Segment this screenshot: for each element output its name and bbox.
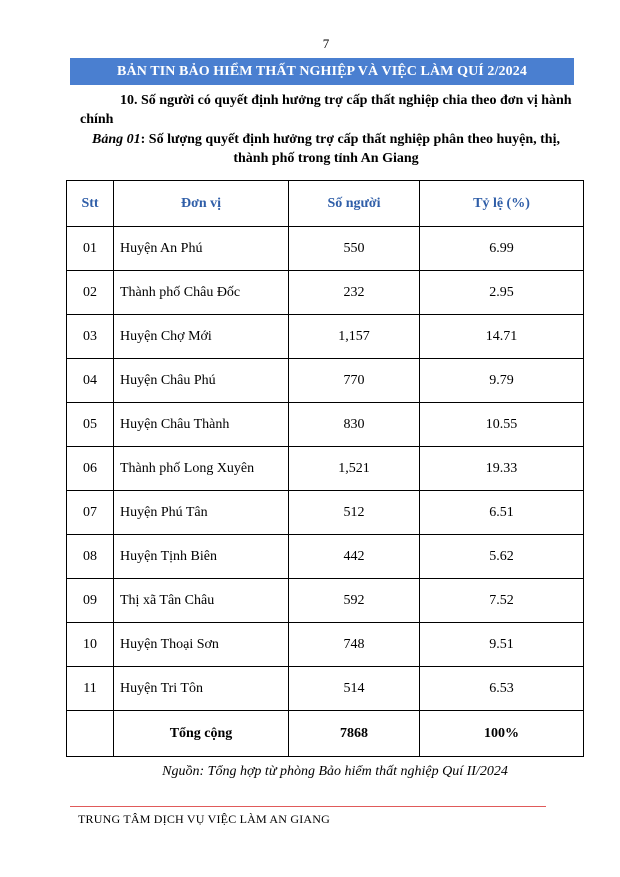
row-ratio: 7.52 <box>420 579 584 623</box>
table-row <box>67 403 584 447</box>
row-unit: Huyện Thoại Sơn <box>114 623 289 667</box>
row-count: 592 <box>289 579 420 623</box>
table-caption-text-2: thành phố trong tỉnh An Giang <box>233 151 419 166</box>
table-row <box>67 535 584 579</box>
row-count: 1,157 <box>289 315 420 359</box>
row-stt: 08 <box>67 535 114 579</box>
row-count: 550 <box>289 227 420 271</box>
row-stt: 02 <box>67 271 114 315</box>
row-unit: Huyện Chợ Mới <box>114 315 289 359</box>
row-ratio: 5.62 <box>420 535 584 579</box>
source-note: Nguồn: Tổng hợp từ phòng Bảo hiểm thất nghiệp Quí II/2024 <box>162 764 508 779</box>
row-ratio: 14.71 <box>420 315 584 359</box>
total-count: 7868 <box>289 711 420 757</box>
row-unit: Thị xã Tân Châu <box>114 579 289 623</box>
table-row <box>67 447 584 491</box>
row-stt: 06 <box>67 447 114 491</box>
table-row <box>67 667 584 711</box>
table-row <box>67 623 584 667</box>
row-ratio: 6.51 <box>420 491 584 535</box>
table-row <box>67 227 584 271</box>
page-number: 7 <box>322 36 330 51</box>
row-stt: 01 <box>67 227 114 271</box>
row-count: 512 <box>289 491 420 535</box>
header-count: Số người <box>289 181 420 227</box>
table-row <box>67 579 584 623</box>
row-unit: Huyện Tri Tôn <box>114 667 289 711</box>
row-stt: 04 <box>67 359 114 403</box>
row-count: 514 <box>289 667 420 711</box>
total-label: Tổng cộng <box>114 711 289 757</box>
row-stt: 10 <box>67 623 114 667</box>
newsletter-banner <box>70 58 574 85</box>
table-header-row <box>67 181 584 227</box>
row-unit: Huyện Châu Phú <box>114 359 289 403</box>
row-stt: 11 <box>67 667 114 711</box>
row-unit: Thành phố Long Xuyên <box>114 447 289 491</box>
header-ratio: Tỷ lệ (%) <box>420 181 584 227</box>
row-stt: 09 <box>67 579 114 623</box>
row-unit: Huyện Châu Thành <box>114 403 289 447</box>
banner-title: BẢN TIN BẢO HIỂM THẤT NGHIỆP VÀ VIỆC LÀM QUÍ 2/2024 <box>117 63 527 79</box>
section-heading-line-2: chính <box>80 112 114 127</box>
row-ratio: 10.55 <box>420 403 584 447</box>
header-stt: Stt <box>67 181 114 227</box>
row-ratio: 6.99 <box>420 227 584 271</box>
table-caption-label: Bảng 01 <box>92 132 141 147</box>
footer-divider <box>70 806 546 807</box>
unemployment-benefit-table <box>66 180 584 757</box>
row-ratio: 9.51 <box>420 623 584 667</box>
row-ratio: 19.33 <box>420 447 584 491</box>
total-stt-cell <box>67 711 114 757</box>
row-count: 748 <box>289 623 420 667</box>
row-unit: Huyện An Phú <box>114 227 289 271</box>
table-row <box>67 491 584 535</box>
section-heading <box>80 91 580 129</box>
table-row <box>67 315 584 359</box>
row-stt: 05 <box>67 403 114 447</box>
table-row <box>67 271 584 315</box>
row-count: 1,521 <box>289 447 420 491</box>
table-row <box>67 359 584 403</box>
row-unit: Huyện Tịnh Biên <box>114 535 289 579</box>
table-total-row <box>67 711 584 757</box>
row-count: 442 <box>289 535 420 579</box>
row-ratio: 2.95 <box>420 271 584 315</box>
row-unit: Huyện Phú Tân <box>114 491 289 535</box>
table-caption-text-1: : Số lượng quyết định hưởng trợ cấp thất nghiệp phân theo huyện, thị, <box>140 132 560 147</box>
table-caption <box>70 130 582 168</box>
row-ratio: 6.53 <box>420 667 584 711</box>
header-unit: Đơn vị <box>114 181 289 227</box>
total-ratio: 100% <box>420 711 584 757</box>
row-count: 232 <box>289 271 420 315</box>
row-count: 770 <box>289 359 420 403</box>
row-unit: Thành phố Châu Đốc <box>114 271 289 315</box>
row-count: 830 <box>289 403 420 447</box>
row-ratio: 9.79 <box>420 359 584 403</box>
section-heading-line-1: 10. Số người có quyết định hưởng trợ cấp thất nghiệp chia theo đơn vị hành <box>120 93 572 108</box>
footer-organization: TRUNG TÂM DỊCH VỤ VIỆC LÀM AN GIANG <box>78 812 331 826</box>
row-stt: 03 <box>67 315 114 359</box>
row-stt: 07 <box>67 491 114 535</box>
